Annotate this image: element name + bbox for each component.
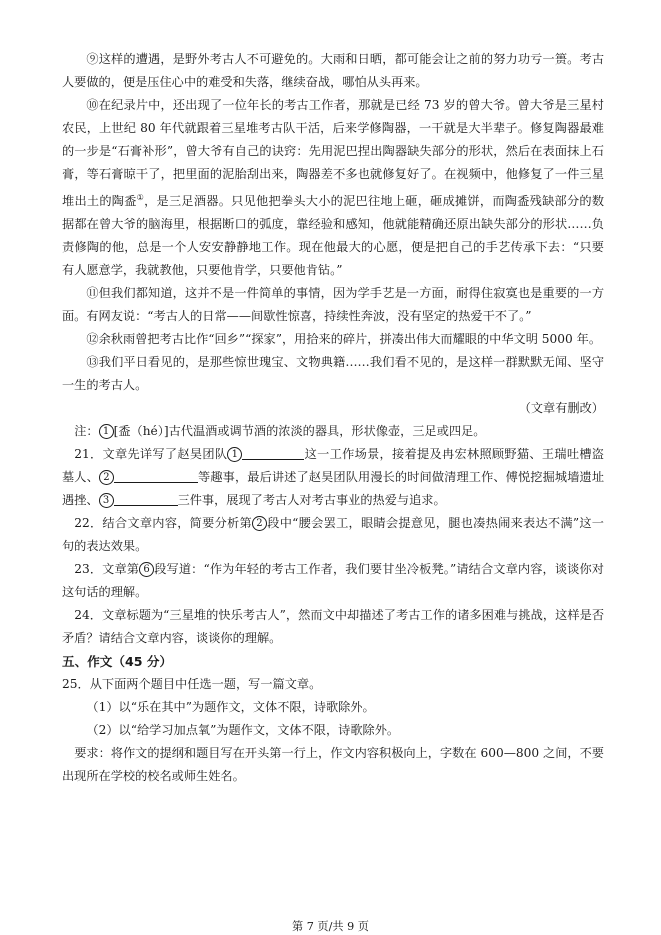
essay-requirements: 要求：将作文的提纲和题目写在开头第一行上，作文内容积极向上，字数在 600—800 之间，不要出现所在学校的校名或师生姓名。 [62,746,604,784]
answer-blank-3[interactable] [114,493,178,506]
answer-blank-1[interactable] [242,447,304,460]
circled-number: 3 [99,493,114,508]
circled-number: 6 [139,562,154,577]
page-content [62,48,604,788]
paragraph-number: ⑫ [86,332,99,347]
paragraph-number: ⑨ [86,52,99,66]
paragraph-number: ⑪ [86,286,99,301]
paragraph-number: ⑬ [86,355,99,370]
circled-number: 2 [252,516,267,531]
paragraph-11: ⑪但我们都知道，这并不是一件简单的事情，因为学手艺是一方面，耐得住寂寞也是重要的一方面。有网友说：“考古人的日常——间歇性惊喜，持续性奔波，没有坚定的热爱干不了。” [62,286,605,324]
paragraph-9: ⑨这样的遭遇，是野外考古人不可避免的。大雨和日晒，都可能会让之前的努力功亏一篑。考古人要做的，便是压住心中的难受和失落，继续奋战，哪怕从头再来。 [62,52,605,89]
annotation: 注： 1 [盉（hé）]古代温酒或调节酒的浓淡的器具，形状像壶，三足或四足。 [74,424,486,439]
paragraph-10: ⑩在纪录片中，还出现了一位年长的考古工作者，那就是已经 73 岁的曾大爷。曾大爷是三星村农民，上世纪 80 年代就跟着三星堆考古队干活，后来学修陶器，一干就是大半辈子。修复陶器最难的一步是“石膏补形”，曾大爷有自己的诀窍：先用泥巴捏出陶器缺失部分的形状，然后在表面抹上石膏，等石膏晾干了，把里面的泥胎刮出来，陶器差不多也就修复好了。在视频中，他修复了一件三星堆出土的陶盉①，是三足酒器。只见他把拳头大小的泥巴往地上砸，砸成摊饼，而陶盉残缺部分的数据都在曾大爷的脑海里，根据断口的弧度，靠经验和感知，他就能精确还原出缺失部分的形状……负责修陶的他，总是一个人安安静静地工作。现在他最大的心愿，便是把自己的手艺传承下去：“只要有人愿意学，我就教他，只要他肯学，只要他肯钻。” [62,98,605,278]
answer-blank-2[interactable] [114,470,198,483]
question-22: 22．结合文章内容，简要分析第 2 段中“腰会罢工，眼睛会提意见，腿也凑热闹来表达不满”这一句的表达效果。 [62,516,604,554]
circled-number: 1 [99,424,114,439]
paragraph-number: ⑩ [86,98,99,112]
circled-number: 2 [99,470,114,485]
paragraph-13: ⑬我们平日看见的，是那些惊世瑰宝、文物典籍……我们看不见的，是这样一群默默无闻、坚守一生的考古人。 [62,355,605,393]
page-footer: 第 7 页/共 9 页 [292,920,369,933]
source-note: （文章有删改） [518,401,604,416]
question-24: 24．文章标题为“三星堆的快乐考古人”，然而文中却描述了考古工作的诸多困难与挑战，这样是否矛盾？请结合文章内容，谈谈你的理解。 [62,608,604,646]
paragraph-12: ⑫余秋雨曾把考古比作“回乡”“探家”，用拾来的碎片，拼凑出伟大而耀眼的中华文明 5000 年。 [86,332,602,347]
essay-option-2: （2）以“给学习加点氧”为题作文，文体不限，诗歌除外。 [86,723,400,738]
essay-option-1: （1）以“乐在其中”为题作文，文体不限，诗歌除外。 [86,700,375,715]
question-21: 21．文章先详写了赵昊团队 1 这一工作场景，接着提及冉宏林照顾野猫、王瑞吐槽盗墓人、 2 等趣事，最后讲述了赵昊团队用漫长的时间做清理工作、傅悦挖掘城墙遗址遇挫、 3 三件事，展现了考古人对考古事业的热爱与追求。 [62,447,605,508]
circled-number: 1 [227,447,242,462]
section-title: 五、作文（45 分） [62,654,173,670]
question-23: 23．文章第 6 段写道：“作为年轻的考古工作者，我们要甘坐冷板凳。”请结合文章内容，谈谈你对这句话的理解。 [62,562,604,600]
footnote-mark: ① [136,193,145,202]
question-25: 25．从下面两个题目中任选一题，写一篇文章。 [62,677,322,692]
